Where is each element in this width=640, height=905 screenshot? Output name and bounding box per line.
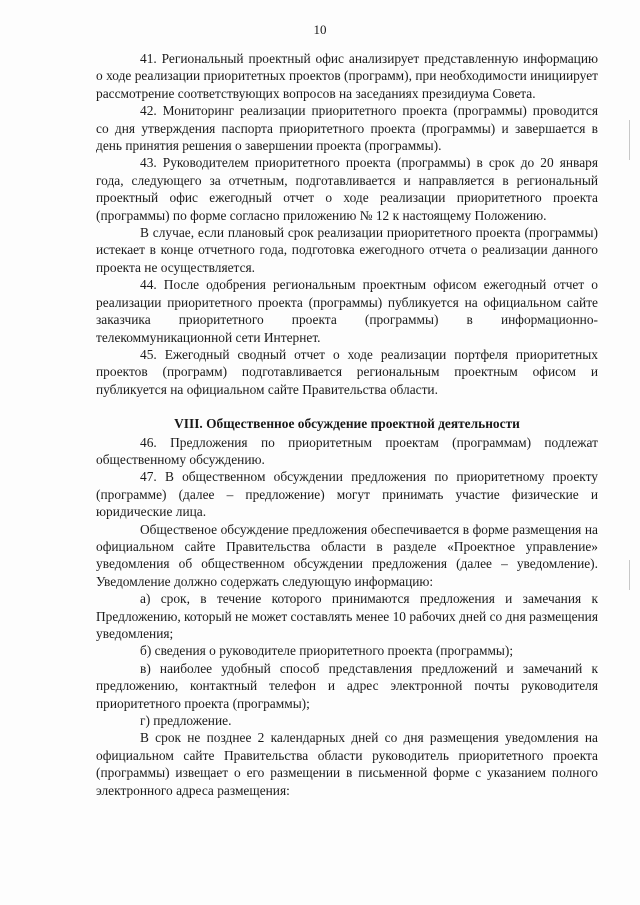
paragraph-41: 41. Региональный проектный офис анализирует представленную информацию о ходе реализации приоритетных проектов (программ), при необходимости инициирует рассмотрение соответствующих вопросов на заседаниях президиума Совета. (96, 51, 598, 101)
list-item-a: а) срок, в течение которого принимаются предложения и замечания к Предложению, который не может составлять менее 10 рабочих дней со дня размещения уведомления; (96, 591, 598, 641)
list-item-v: в) наиболее удобный способ представления предложений и замечаний к предложению, контактный телефон и адрес электронной почты руководителя приоритетного проекта (программы); (96, 660, 598, 711)
scan-edge-mark (629, 560, 630, 590)
paragraph-47: 47. В общественном обсуждении предложения по приоритетному проекту (программе) (далее – предложение) могут принимать участие физические и юридические лица. (96, 469, 598, 520)
paragraph-44: 44. После одобрения региональным проектным офисом ежегодный отчет о реализации приоритетного проекта (программы) публикуется на официальном сайте заказчика приоритетного проекта (программы) в информационно-телекоммуникационной сети Интернет. (96, 277, 598, 345)
scan-edge-mark (629, 120, 630, 160)
paragraph-notification: Общественое обсуждение предложения обеспечивается в форме размещения на официальном сайте Правительства области в разделе «Проектное управление» уведомления об общественном обсуждении предложения (далее – уведомление). Уведомление должно содержать следующую информацию: (96, 521, 598, 589)
paragraph-43: 43. Руководителем приоритетного проекта (программы) в срок до 20 января года, следующего за отчетным, подготавливается и направляется в региональный проектный офис ежегодный отчет о ходе реализации приоритетного проекта (программы) по форме согласно приложению № 12 к настоящему Положению. (96, 155, 598, 223)
section-heading: VIII. Общественное обсуждение проектной деятельности (174, 416, 520, 432)
document-body (96, 50, 598, 799)
paragraph-43-note: В случае, если плановый срок реализации приоритетного проекта (программы) истекает в конце отчетного года, подготовка ежегодного отчета о реализации данного проекта не осуществляется. (96, 225, 598, 275)
paragraph-45: 45. Ежегодный сводный отчет о ходе реализации портфеля приоритетных проектов (программ) подготавливается региональным проектным офисом и публикуется на официальном сайте Правительства области. (96, 346, 598, 397)
page-number: 10 (313, 22, 327, 37)
paragraph-42: 42. Мониторинг реализации приоритетного проекта (программы) проводится со дня утверждения паспорта приоритетного проекта (программы) и завершается в день принятия решения о завершении проекта (программы). (96, 103, 598, 154)
list-item-b: б) сведения о руководителе приоритетного проекта (программы); (140, 643, 514, 659)
paragraph-deadline: В срок не позднее 2 календарных дней со дня размещения уведомления на официальном сайте Правительства области руководитель приоритетного проекта (программы) извещает о его размещении в письменной форме с указанием полного электронного адреса размещения: (96, 730, 598, 798)
paragraph-46: 46. Предложения по приоритетным проектам (программам) подлежат общественному обсуждению. (96, 434, 598, 467)
list-item-g: г) предложение. (140, 713, 232, 729)
